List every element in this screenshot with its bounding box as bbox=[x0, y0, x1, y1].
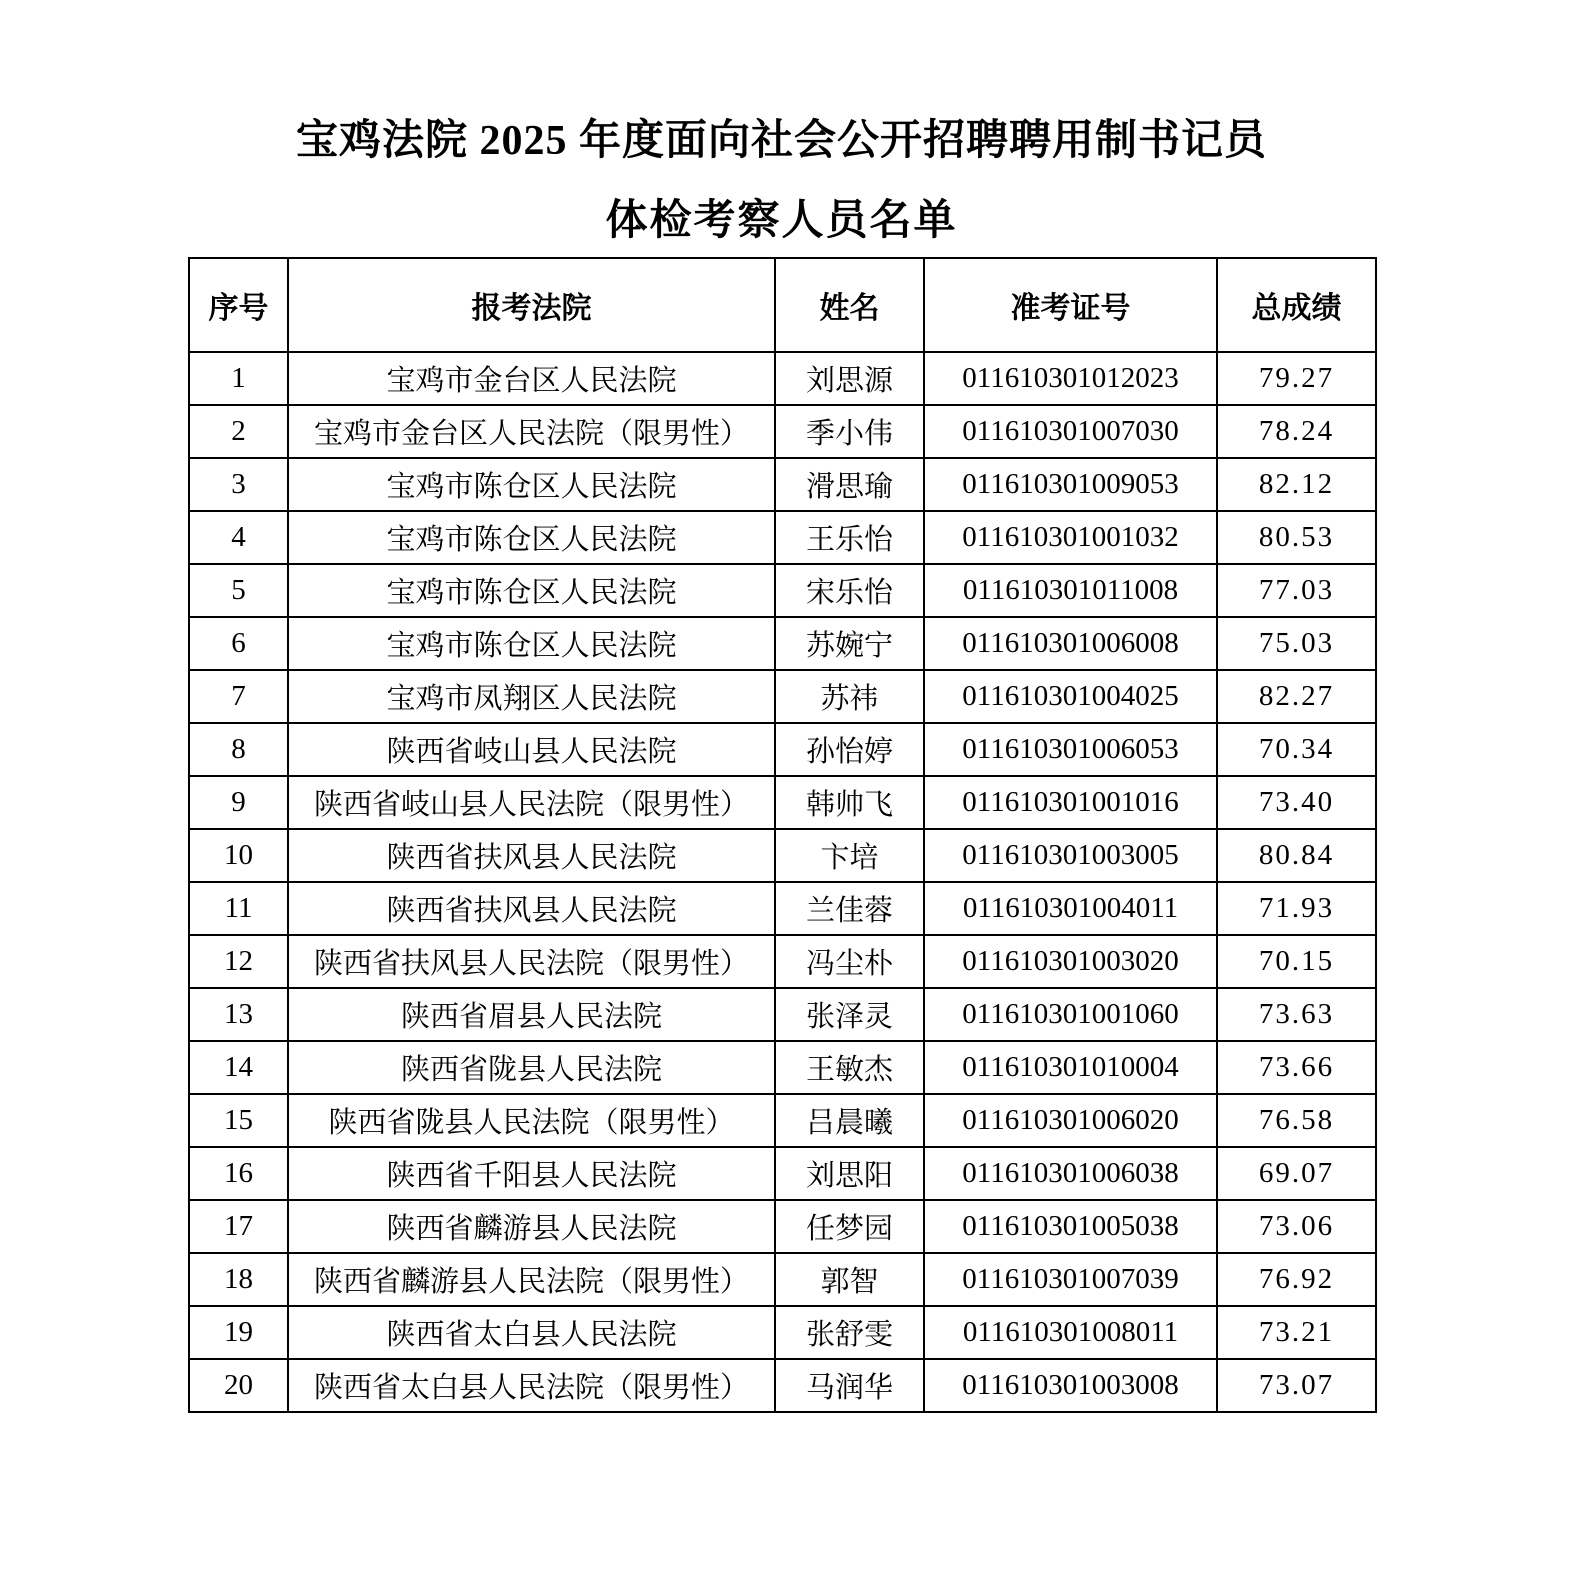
cell-row-number: 8 bbox=[189, 723, 288, 776]
table-row bbox=[189, 564, 1376, 617]
cell-ticket-number: 011610301003008 bbox=[924, 1359, 1217, 1412]
cell-court-name: 陕西省扶风县人民法院（限男性） bbox=[288, 935, 775, 988]
cell-person-name: 孙怡婷 bbox=[775, 723, 924, 776]
cell-ticket-number: 011610301004011 bbox=[924, 882, 1217, 935]
cell-total-score: 73.21 bbox=[1217, 1306, 1376, 1359]
column-header-name: 姓名 bbox=[775, 258, 924, 352]
table-row bbox=[189, 776, 1376, 829]
cell-court-name: 宝鸡市凤翔区人民法院 bbox=[288, 670, 775, 723]
cell-court-name: 宝鸡市陈仓区人民法院 bbox=[288, 617, 775, 670]
cell-person-name: 兰佳蓉 bbox=[775, 882, 924, 935]
cell-total-score: 82.12 bbox=[1217, 458, 1376, 511]
table-row bbox=[189, 1200, 1376, 1253]
cell-total-score: 70.15 bbox=[1217, 935, 1376, 988]
cell-court-name: 陕西省岐山县人民法院 bbox=[288, 723, 775, 776]
table-row bbox=[189, 935, 1376, 988]
cell-ticket-number: 011610301007030 bbox=[924, 405, 1217, 458]
column-header-no: 序号 bbox=[189, 258, 288, 352]
cell-total-score: 82.27 bbox=[1217, 670, 1376, 723]
cell-total-score: 73.63 bbox=[1217, 988, 1376, 1041]
cell-court-name: 宝鸡市陈仓区人民法院 bbox=[288, 564, 775, 617]
cell-ticket-number: 011610301006038 bbox=[924, 1147, 1217, 1200]
cell-total-score: 80.53 bbox=[1217, 511, 1376, 564]
cell-total-score: 76.58 bbox=[1217, 1094, 1376, 1147]
document-title-line2: 体检考察人员名单 bbox=[605, 198, 958, 245]
cell-ticket-number: 011610301008011 bbox=[924, 1306, 1217, 1359]
cell-row-number: 14 bbox=[189, 1041, 288, 1094]
cell-person-name: 任梦园 bbox=[775, 1200, 924, 1253]
cell-ticket-number: 011610301012023 bbox=[924, 352, 1217, 405]
cell-row-number: 3 bbox=[189, 458, 288, 511]
table-row bbox=[189, 829, 1376, 882]
cell-ticket-number: 011610301010004 bbox=[924, 1041, 1217, 1094]
table-row bbox=[189, 617, 1376, 670]
table-row bbox=[189, 405, 1376, 458]
cell-court-name: 宝鸡市金台区人民法院（限男性） bbox=[288, 405, 775, 458]
cell-row-number: 11 bbox=[189, 882, 288, 935]
cell-court-name: 陕西省太白县人民法院（限男性） bbox=[288, 1359, 775, 1412]
cell-person-name: 苏祎 bbox=[775, 670, 924, 723]
cell-row-number: 6 bbox=[189, 617, 288, 670]
cell-row-number: 5 bbox=[189, 564, 288, 617]
cell-total-score: 80.84 bbox=[1217, 829, 1376, 882]
cell-ticket-number: 011610301005038 bbox=[924, 1200, 1217, 1253]
table-row bbox=[189, 1041, 1376, 1094]
cell-row-number: 9 bbox=[189, 776, 288, 829]
column-header-score: 总成绩 bbox=[1217, 258, 1376, 352]
table-row bbox=[189, 882, 1376, 935]
candidates-table bbox=[188, 257, 1377, 1413]
cell-ticket-number: 011610301001060 bbox=[924, 988, 1217, 1041]
header-row bbox=[189, 258, 1376, 352]
table-row bbox=[189, 511, 1376, 564]
cell-ticket-number: 011610301006008 bbox=[924, 617, 1217, 670]
table-body bbox=[189, 352, 1376, 1412]
cell-row-number: 18 bbox=[189, 1253, 288, 1306]
table-header-row bbox=[189, 258, 1376, 352]
cell-row-number: 1 bbox=[189, 352, 288, 405]
cell-ticket-number: 011610301006053 bbox=[924, 723, 1217, 776]
cell-row-number: 17 bbox=[189, 1200, 288, 1253]
document-title-line1: 宝鸡法院 2025 年度面向社会公开招聘聘用制书记员 bbox=[295, 118, 1267, 164]
cell-court-name: 陕西省扶风县人民法院 bbox=[288, 882, 775, 935]
cell-person-name: 滑思瑜 bbox=[775, 458, 924, 511]
cell-ticket-number: 011610301001032 bbox=[924, 511, 1217, 564]
document-content bbox=[188, 0, 1375, 1413]
cell-court-name: 宝鸡市陈仓区人民法院 bbox=[288, 511, 775, 564]
cell-person-name: 王乐怡 bbox=[775, 511, 924, 564]
cell-row-number: 7 bbox=[189, 670, 288, 723]
cell-row-number: 20 bbox=[189, 1359, 288, 1412]
cell-total-score: 73.07 bbox=[1217, 1359, 1376, 1412]
cell-total-score: 73.40 bbox=[1217, 776, 1376, 829]
column-header-ticket: 准考证号 bbox=[924, 258, 1217, 352]
cell-row-number: 4 bbox=[189, 511, 288, 564]
cell-ticket-number: 011610301003005 bbox=[924, 829, 1217, 882]
cell-row-number: 2 bbox=[189, 405, 288, 458]
cell-total-score: 75.03 bbox=[1217, 617, 1376, 670]
cell-ticket-number: 011610301009053 bbox=[924, 458, 1217, 511]
cell-total-score: 71.93 bbox=[1217, 882, 1376, 935]
table-row bbox=[189, 988, 1376, 1041]
cell-total-score: 70.34 bbox=[1217, 723, 1376, 776]
cell-row-number: 12 bbox=[189, 935, 288, 988]
cell-person-name: 宋乐怡 bbox=[775, 564, 924, 617]
cell-person-name: 张泽灵 bbox=[775, 988, 924, 1041]
cell-total-score: 73.66 bbox=[1217, 1041, 1376, 1094]
cell-row-number: 15 bbox=[189, 1094, 288, 1147]
table-row bbox=[189, 458, 1376, 511]
cell-person-name: 吕晨曦 bbox=[775, 1094, 924, 1147]
table-row bbox=[189, 723, 1376, 776]
cell-total-score: 77.03 bbox=[1217, 564, 1376, 617]
table-row bbox=[189, 670, 1376, 723]
table-row bbox=[189, 1094, 1376, 1147]
cell-person-name: 季小伟 bbox=[775, 405, 924, 458]
cell-court-name: 陕西省陇县人民法院（限男性） bbox=[288, 1094, 775, 1147]
cell-court-name: 宝鸡市金台区人民法院 bbox=[288, 352, 775, 405]
cell-row-number: 16 bbox=[189, 1147, 288, 1200]
cell-person-name: 刘思源 bbox=[775, 352, 924, 405]
column-header-court: 报考法院 bbox=[288, 258, 775, 352]
cell-court-name: 陕西省麟游县人民法院 bbox=[288, 1200, 775, 1253]
cell-total-score: 76.92 bbox=[1217, 1253, 1376, 1306]
cell-person-name: 刘思阳 bbox=[775, 1147, 924, 1200]
cell-ticket-number: 011610301004025 bbox=[924, 670, 1217, 723]
cell-ticket-number: 011610301011008 bbox=[924, 564, 1217, 617]
cell-person-name: 卞培 bbox=[775, 829, 924, 882]
cell-ticket-number: 011610301001016 bbox=[924, 776, 1217, 829]
cell-court-name: 宝鸡市陈仓区人民法院 bbox=[288, 458, 775, 511]
cell-total-score: 79.27 bbox=[1217, 352, 1376, 405]
cell-row-number: 10 bbox=[189, 829, 288, 882]
cell-person-name: 张舒雯 bbox=[775, 1306, 924, 1359]
cell-total-score: 73.06 bbox=[1217, 1200, 1376, 1253]
cell-court-name: 陕西省眉县人民法院 bbox=[288, 988, 775, 1041]
cell-court-name: 陕西省麟游县人民法院（限男性） bbox=[288, 1253, 775, 1306]
cell-row-number: 13 bbox=[189, 988, 288, 1041]
table-row bbox=[189, 1306, 1376, 1359]
table-row bbox=[189, 352, 1376, 405]
cell-ticket-number: 011610301007039 bbox=[924, 1253, 1217, 1306]
cell-person-name: 苏婉宁 bbox=[775, 617, 924, 670]
cell-person-name: 冯尘朴 bbox=[775, 935, 924, 988]
cell-court-name: 陕西省千阳县人民法院 bbox=[288, 1147, 775, 1200]
cell-court-name: 陕西省陇县人民法院 bbox=[288, 1041, 775, 1094]
cell-ticket-number: 011610301006020 bbox=[924, 1094, 1217, 1147]
cell-ticket-number: 011610301003020 bbox=[924, 935, 1217, 988]
table-row bbox=[189, 1253, 1376, 1306]
cell-row-number: 19 bbox=[189, 1306, 288, 1359]
cell-person-name: 马润华 bbox=[775, 1359, 924, 1412]
table-row bbox=[189, 1359, 1376, 1412]
cell-person-name: 韩帅飞 bbox=[775, 776, 924, 829]
cell-total-score: 69.07 bbox=[1217, 1147, 1376, 1200]
cell-court-name: 陕西省扶风县人民法院 bbox=[288, 829, 775, 882]
table-row bbox=[189, 1147, 1376, 1200]
cell-total-score: 78.24 bbox=[1217, 405, 1376, 458]
cell-court-name: 陕西省岐山县人民法院（限男性） bbox=[288, 776, 775, 829]
cell-court-name: 陕西省太白县人民法院 bbox=[288, 1306, 775, 1359]
cell-person-name: 郭智 bbox=[775, 1253, 924, 1306]
cell-person-name: 王敏杰 bbox=[775, 1041, 924, 1094]
